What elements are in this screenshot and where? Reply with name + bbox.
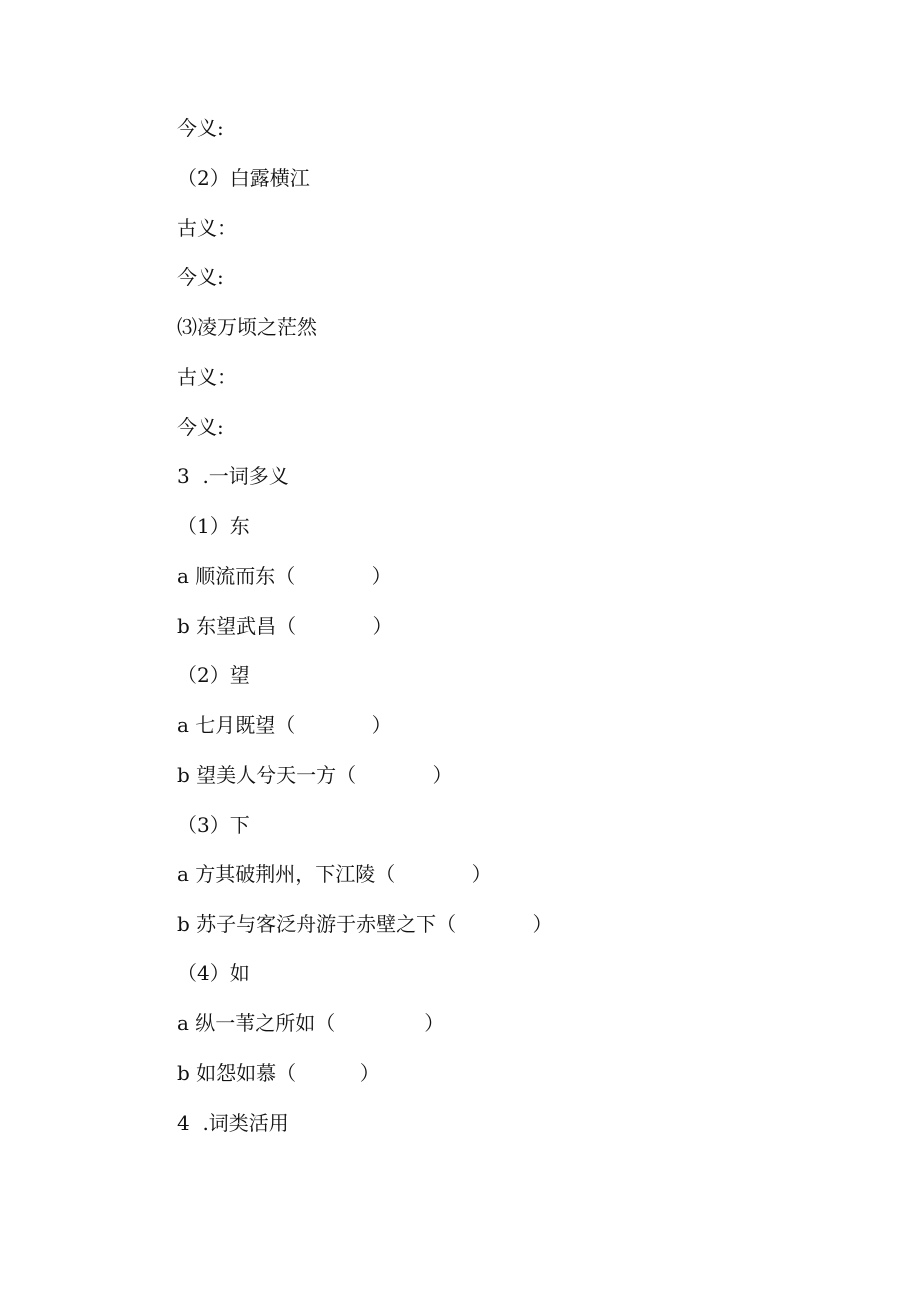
- section-4-heading: 4 .词类活用: [177, 1111, 289, 1135]
- subitem-2b: b 望美人兮天一方（ ）: [177, 763, 453, 787]
- subitem-4a: a 纵一苇之所如（ ）: [177, 1011, 445, 1035]
- subitem-3a: a 方其破荆州，下江陵（ ）: [177, 862, 492, 886]
- line-jinyi-1: 今义:: [177, 116, 224, 140]
- line-guyi-3: 古义：: [177, 365, 237, 389]
- line-jinyi-3: 今义:: [177, 415, 224, 439]
- subitem-1-dong: （1）东: [177, 514, 250, 538]
- subitem-2-wang: （2）望: [177, 663, 250, 687]
- line-guyi-2: 古义：: [177, 216, 237, 240]
- line-jinyi-2: 今义:: [177, 265, 224, 289]
- item-2-bailu-hengjiang: （2）白露横江: [177, 166, 310, 190]
- item-3-ling-wanqing: ⑶凌万顷之茫然: [177, 315, 317, 339]
- subitem-1a: a 顺流而东（ ）: [177, 564, 392, 588]
- section-3-heading: 3 .一词多义: [177, 464, 289, 488]
- subitem-4b: b 如怨如慕（ ）: [177, 1061, 380, 1085]
- subitem-2a: a 七月既望（ ）: [177, 713, 392, 737]
- subitem-4-ru: （4）如: [177, 961, 250, 985]
- subitem-3b: b 苏子与客泛舟游于赤壁之下（ ）: [177, 912, 553, 936]
- subitem-3-xia: （3）下: [177, 813, 250, 837]
- subitem-1b: b 东望武昌（ ）: [177, 614, 393, 638]
